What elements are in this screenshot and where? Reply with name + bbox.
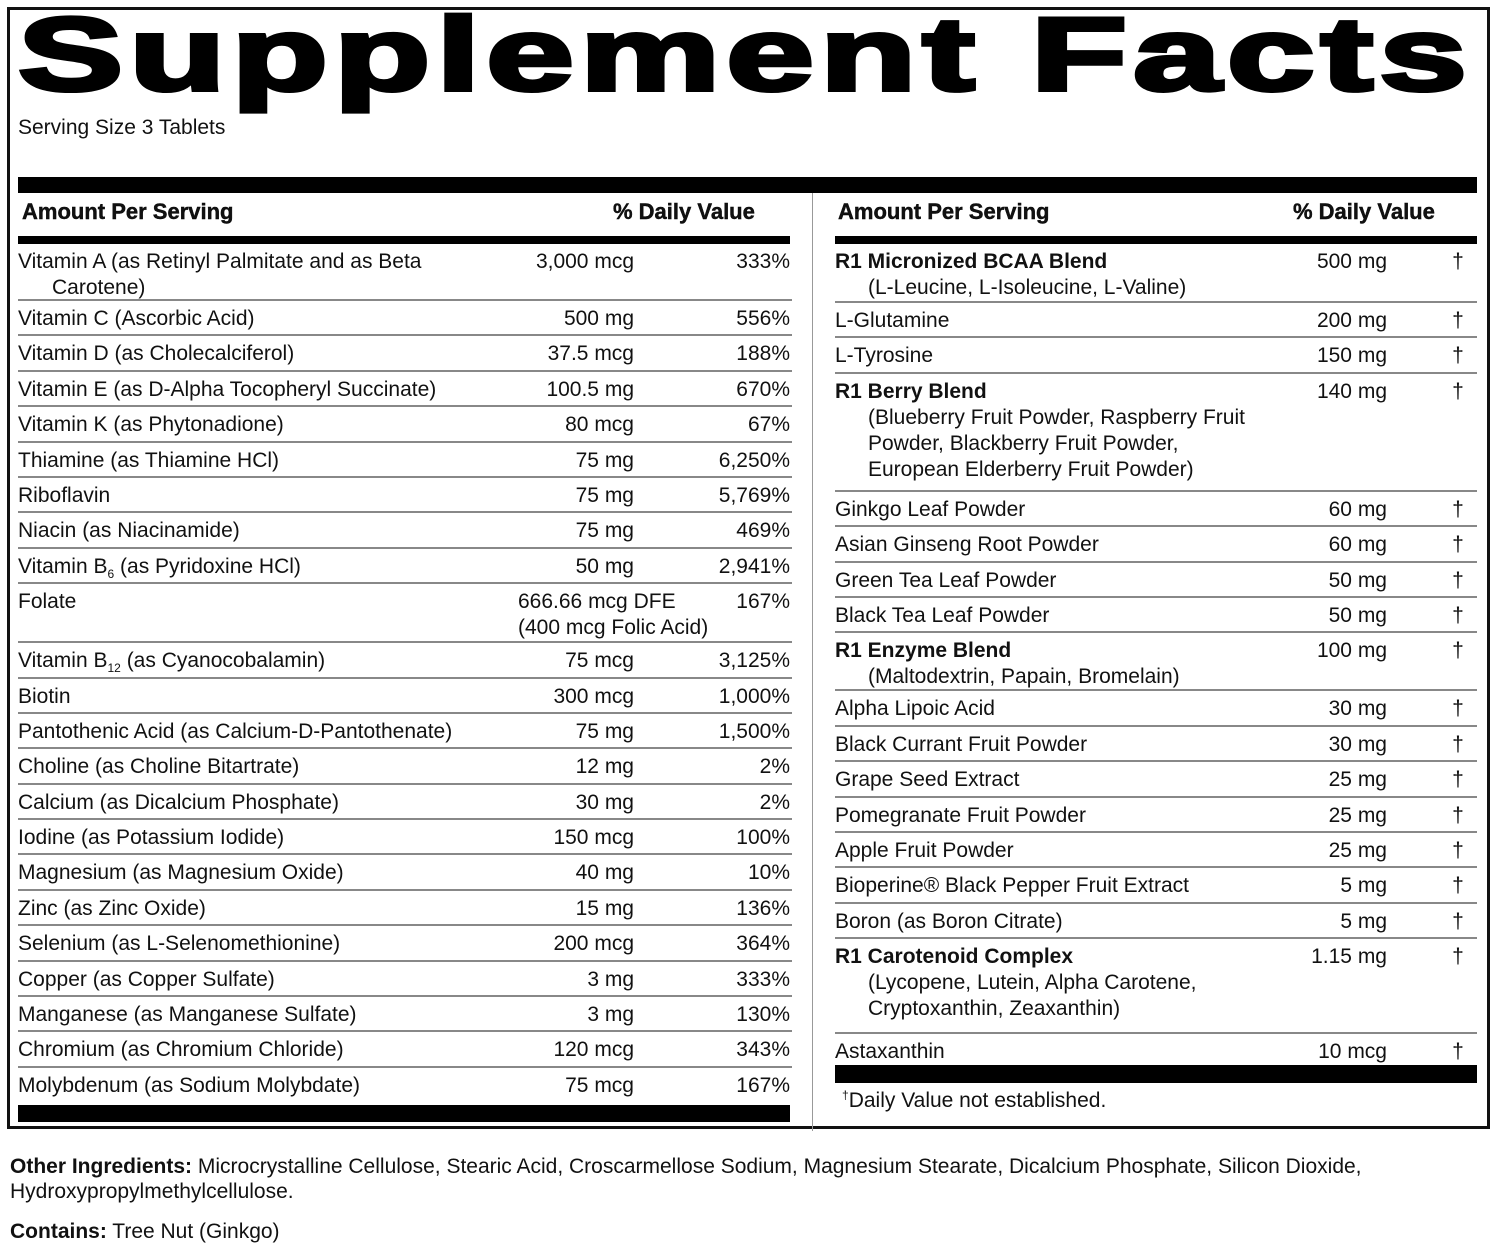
ingredient-amount: 150 mg bbox=[1316, 344, 1387, 368]
nutrient-row bbox=[18, 714, 792, 749]
ingredient-amount: 10 mcg bbox=[1318, 1040, 1387, 1064]
nutrient-name bbox=[18, 412, 518, 440]
nutrient-daily-value: 3,125% bbox=[718, 649, 790, 673]
daily-value-dagger: † bbox=[1452, 533, 1464, 557]
daily-value-dagger: † bbox=[1452, 803, 1464, 827]
ingredient-name-text: Black Tea Leaf Powder bbox=[835, 603, 1050, 627]
nutrient-name bbox=[18, 860, 518, 888]
contains-text: Tree Nut (Ginkgo) bbox=[106, 1220, 280, 1243]
daily-value-dagger: † bbox=[1452, 309, 1464, 332]
ingredient-components: Cryptoxanthin, Zeaxanthin) bbox=[868, 997, 1121, 1021]
ingredient-name bbox=[835, 379, 1295, 490]
ingredient-amount: 60 mg bbox=[1328, 497, 1387, 521]
nutrient-name bbox=[18, 1002, 518, 1030]
allergen-statement bbox=[10, 1219, 1480, 1244]
daily-value-dagger: † bbox=[1452, 603, 1464, 627]
nutrient-row bbox=[18, 855, 792, 890]
ingredient-name-text: Pomegranate Fruit Powder bbox=[835, 803, 1086, 827]
nutrient-name-text: Vitamin K (as Phytonadione) bbox=[18, 413, 284, 437]
nutrient-amount bbox=[518, 589, 709, 641]
nutrient-row bbox=[18, 549, 792, 584]
nutrient-subscript: 6 bbox=[107, 566, 115, 581]
nutrient-amount-line: 666.66 mcg DFE bbox=[518, 590, 676, 614]
nutrient-row bbox=[18, 749, 792, 784]
nutrient-name bbox=[18, 249, 518, 299]
ingredient-amount: 30 mg bbox=[1328, 732, 1387, 756]
nutrient-amount: 15 mg bbox=[575, 896, 634, 920]
nutrient-daily-value: 6,250% bbox=[718, 448, 790, 472]
nutrient-amount: 40 mg bbox=[575, 861, 634, 885]
nutrient-name-text: Vitamin E (as D-Alpha Tocopheryl Succinate) bbox=[18, 377, 437, 401]
ingredient-components: European Elderberry Fruit Powder) bbox=[868, 457, 1194, 481]
ingredient-name bbox=[835, 532, 1295, 560]
nutrient-name-text: Choline (as Choline Bitartrate) bbox=[18, 755, 300, 779]
ingredient-name-text: Astaxanthin bbox=[835, 1040, 945, 1064]
other-ingredients bbox=[10, 1154, 1480, 1204]
nutrient-daily-value: 556% bbox=[736, 307, 790, 330]
ingredient-name-text: Black Currant Fruit Powder bbox=[835, 732, 1088, 756]
nutrient-name bbox=[18, 967, 518, 995]
ingredient-components: (Maltodextrin, Papain, Bromelain) bbox=[868, 665, 1180, 689]
nutrient-amount: 150 mcg bbox=[553, 826, 634, 850]
ingredient-amount: 100 mg bbox=[1316, 639, 1387, 663]
nutrient-name bbox=[18, 1037, 518, 1065]
column-divider bbox=[812, 193, 813, 1131]
ingredient-amount: 5 mg bbox=[1340, 909, 1387, 933]
other-ingredients-text: Microcrystalline Cellulose, Stearic Acid, Croscarmellose Sodium, Magnesium Stearate, Dicalcium Phosphate, Silicon Dioxide, Hydroxypropylmethylcellulose. bbox=[10, 1155, 1362, 1203]
daily-value-dagger: † bbox=[1452, 568, 1464, 592]
ingredient-amount: 60 mg bbox=[1328, 533, 1387, 557]
ingredient-row bbox=[835, 904, 1477, 939]
nutrient-name bbox=[18, 518, 518, 546]
nutrient-row bbox=[18, 820, 792, 855]
nutrient-name-text: Niacin (as Niacinamide) bbox=[18, 519, 240, 543]
nutrient-amount: 500 mg bbox=[563, 307, 634, 330]
nutrient-amount: 3 mg bbox=[587, 1003, 634, 1027]
nutrient-daily-value: 1,500% bbox=[718, 719, 790, 743]
nutrient-amount: 75 mcg bbox=[565, 1073, 634, 1097]
ingredient-row bbox=[835, 691, 1477, 726]
nutrient-name-text: Magnesium (as Magnesium Oxide) bbox=[18, 861, 344, 885]
daily-value-dagger: † bbox=[1452, 838, 1464, 862]
nutrient-daily-value: 167% bbox=[736, 1073, 790, 1097]
nutrient-row bbox=[18, 679, 792, 714]
ingredient-name bbox=[835, 944, 1295, 1032]
nutrient-daily-value: 100% bbox=[736, 826, 790, 850]
ingredient-name-text: Boron (as Boron Citrate) bbox=[835, 909, 1063, 933]
ingredient-name bbox=[835, 249, 1295, 301]
nutrient-name bbox=[18, 790, 518, 818]
ingredient-name bbox=[835, 603, 1295, 631]
nutrient-name bbox=[18, 589, 518, 641]
nutrient-amount: 300 mcg bbox=[553, 684, 634, 708]
nutrient-daily-value: 364% bbox=[736, 932, 790, 956]
ingredient-name bbox=[835, 767, 1295, 795]
ingredient-name-text: Grape Seed Extract bbox=[835, 768, 1020, 792]
serving-size: Serving Size 3 Tablets bbox=[18, 116, 226, 139]
ingredient-row bbox=[835, 727, 1477, 762]
blends-list bbox=[835, 244, 1477, 1069]
nutrient-amount: 120 mcg bbox=[553, 1038, 634, 1062]
nutrient-daily-value: 10% bbox=[747, 861, 790, 885]
nutrient-name-rest: (as Cyanocobalamin) bbox=[120, 649, 326, 673]
nutrient-daily-value: 1,000% bbox=[718, 684, 790, 708]
nutrient-daily-value: 333% bbox=[736, 967, 790, 991]
ingredient-name-text: Bioperine® Black Pepper Fruit Extract bbox=[835, 874, 1189, 898]
panel-title: Supplement Facts bbox=[18, 0, 1473, 113]
nutrient-daily-value: 343% bbox=[736, 1038, 790, 1062]
ingredient-amount: 200 mg bbox=[1316, 309, 1387, 332]
ingredient-name bbox=[835, 696, 1295, 724]
nutrient-row bbox=[18, 962, 792, 997]
nutrient-daily-value: 188% bbox=[736, 342, 790, 366]
ingredient-row bbox=[835, 563, 1477, 598]
ingredient-name bbox=[835, 568, 1295, 596]
ingredient-name-text: R1 Enzyme Blend bbox=[835, 639, 1012, 663]
nutrient-name-text: Chromium (as Chromium Chloride) bbox=[18, 1038, 344, 1062]
ingredient-name bbox=[835, 803, 1295, 831]
nutrient-name-text: Molybdenum (as Sodium Molybdate) bbox=[18, 1073, 360, 1097]
nutrient-amount: 3,000 mcg bbox=[535, 250, 634, 273]
ingredient-amount: 30 mg bbox=[1328, 697, 1387, 721]
nutrient-name-text: Zinc (as Zinc Oxide) bbox=[18, 896, 206, 920]
nutrient-name bbox=[18, 896, 518, 924]
nutrient-amount: 12 mg bbox=[575, 755, 634, 779]
ingredient-components: (Blueberry Fruit Powder, Raspberry Fruit bbox=[868, 405, 1245, 429]
ingredient-row bbox=[835, 303, 1477, 338]
ingredient-name bbox=[835, 909, 1295, 937]
ingredient-components: Powder, Blackberry Fruit Powder, bbox=[868, 431, 1179, 455]
nutrient-name bbox=[18, 448, 518, 476]
ingredient-amount: 500 mg bbox=[1316, 250, 1387, 273]
ingredient-amount: 1.15 mg bbox=[1311, 945, 1387, 969]
ingredient-row bbox=[835, 338, 1477, 373]
nutrient-name-text: Iodine (as Potassium Iodide) bbox=[18, 826, 285, 850]
nutrient-row bbox=[18, 643, 792, 678]
nutrient-amount: 200 mcg bbox=[553, 932, 634, 956]
right-header-bar bbox=[835, 236, 1477, 244]
daily-value-dagger: † bbox=[1452, 1040, 1464, 1064]
nutrient-name-text: Vitamin B bbox=[18, 554, 108, 578]
nutrient-name-text: Folate bbox=[18, 590, 77, 614]
right-bottom-bar bbox=[835, 1065, 1477, 1083]
other-ingredients-label: Other Ingredients: bbox=[10, 1155, 193, 1178]
ingredient-amount: 50 mg bbox=[1328, 568, 1387, 592]
nutrient-daily-value: 2,941% bbox=[718, 554, 790, 578]
nutrient-row bbox=[18, 336, 792, 371]
daily-value-dagger: † bbox=[1452, 697, 1464, 721]
nutrient-row bbox=[18, 443, 792, 478]
nutrient-amount-line: (400 mcg Folic Acid) bbox=[518, 616, 709, 640]
nutrient-name-text: Vitamin D (as Cholecalciferol) bbox=[18, 342, 295, 366]
nutrient-name bbox=[18, 1073, 518, 1103]
nutrient-name bbox=[18, 554, 518, 582]
ingredient-name bbox=[835, 497, 1295, 525]
ingredient-components: (L-Leucine, L-Isoleucine, L-Valine) bbox=[868, 276, 1187, 299]
ingredient-row bbox=[835, 939, 1477, 1034]
ingredient-name-text: R1 Micronized BCAA Blend bbox=[835, 250, 1108, 273]
nutrient-row bbox=[18, 244, 792, 301]
nutrient-name-rest: (as Pyridoxine HCl) bbox=[114, 554, 301, 578]
ingredient-name bbox=[835, 343, 1295, 371]
nutrient-daily-value: 5,769% bbox=[718, 483, 790, 507]
ingredient-amount: 50 mg bbox=[1328, 603, 1387, 627]
ingredient-row bbox=[835, 527, 1477, 562]
nutrient-name-text: Selenium (as L-Selenomethionine) bbox=[18, 932, 341, 956]
nutrient-amount: 50 mg bbox=[575, 554, 634, 578]
ingredient-name bbox=[835, 308, 1295, 336]
ingredient-row bbox=[835, 244, 1477, 303]
ingredient-name bbox=[835, 638, 1295, 689]
ingredient-amount: 25 mg bbox=[1328, 838, 1387, 862]
nutrient-daily-value: 333% bbox=[736, 250, 790, 273]
ingredient-name-text: Ginkgo Leaf Powder bbox=[835, 497, 1026, 521]
daily-value-dagger: † bbox=[1452, 732, 1464, 756]
nutrient-daily-value: 469% bbox=[736, 519, 790, 543]
daily-value-dagger: † bbox=[1452, 768, 1464, 792]
nutrient-name bbox=[18, 483, 518, 511]
nutrient-amount: 80 mcg bbox=[565, 413, 634, 437]
ingredient-name bbox=[835, 873, 1295, 901]
daily-value-dagger: † bbox=[1452, 874, 1464, 898]
ingredient-amount: 25 mg bbox=[1328, 768, 1387, 792]
nutrient-name bbox=[18, 377, 518, 405]
daily-value-dagger: † bbox=[1452, 909, 1464, 933]
contains-label: Contains: bbox=[10, 1220, 107, 1243]
left-header-daily-value: % Daily Value bbox=[613, 199, 755, 224]
nutrient-name-text: Riboflavin bbox=[18, 483, 111, 507]
ingredient-row bbox=[835, 833, 1477, 868]
nutrient-name-text: Vitamin C (Ascorbic Acid) bbox=[18, 307, 255, 330]
ingredient-name-text: Apple Fruit Powder bbox=[835, 838, 1014, 862]
nutrient-name bbox=[18, 684, 518, 712]
nutrient-name-text: Manganese (as Manganese Sulfate) bbox=[18, 1003, 357, 1027]
nutrient-row bbox=[18, 407, 792, 442]
nutrient-name bbox=[18, 825, 518, 853]
ingredient-amount: 5 mg bbox=[1340, 874, 1387, 898]
ingredient-amount: 140 mg bbox=[1316, 379, 1387, 403]
nutrient-name-text: Copper (as Copper Sulfate) bbox=[18, 967, 275, 991]
nutrient-daily-value: 136% bbox=[736, 896, 790, 920]
nutrient-row bbox=[18, 891, 792, 926]
ingredient-row bbox=[835, 868, 1477, 903]
nutrient-row bbox=[18, 997, 792, 1032]
ingredient-name bbox=[835, 838, 1295, 866]
nutrient-row bbox=[18, 926, 792, 961]
nutrient-name-text: Thiamine (as Thiamine HCl) bbox=[18, 448, 280, 472]
ingredient-amount: 25 mg bbox=[1328, 803, 1387, 827]
nutrient-name-text: Vitamin B bbox=[18, 649, 108, 673]
ingredient-name bbox=[835, 732, 1295, 760]
ingredient-name-text: L-Tyrosine bbox=[835, 344, 934, 368]
dagger-mark: † bbox=[842, 1088, 849, 1102]
nutrient-amount: 30 mg bbox=[575, 790, 634, 814]
ingredient-name-text: Green Tea Leaf Powder bbox=[835, 568, 1057, 592]
right-header-daily-value: % Daily Value bbox=[1293, 199, 1435, 224]
ingredient-components: (Lycopene, Lutein, Alpha Carotene, bbox=[868, 971, 1197, 995]
nutrient-name-text: Calcium (as Dicalcium Phosphate) bbox=[18, 790, 339, 814]
nutrient-name-text: Pantothenic Acid (as Calcium-D-Pantothenate) bbox=[18, 719, 453, 743]
nutrient-name bbox=[18, 648, 518, 676]
top-divider-bar bbox=[18, 177, 1477, 193]
ingredient-name-text: R1 Berry Blend bbox=[835, 379, 987, 403]
daily-value-dagger: † bbox=[1452, 344, 1464, 368]
left-header-amount: Amount Per Serving bbox=[22, 199, 234, 224]
ingredient-row bbox=[835, 374, 1477, 492]
footnote-text: Daily Value not established. bbox=[848, 1089, 1107, 1112]
footnote bbox=[842, 1088, 1106, 1113]
nutrient-row bbox=[18, 584, 792, 643]
nutrient-daily-value: 130% bbox=[736, 1003, 790, 1027]
nutrient-row bbox=[18, 478, 792, 513]
nutrient-amount: 75 mg bbox=[575, 448, 634, 472]
nutrient-row bbox=[18, 513, 792, 548]
ingredient-name-text: L-Glutamine bbox=[835, 309, 950, 332]
daily-value-dagger: † bbox=[1452, 639, 1464, 663]
nutrient-row bbox=[18, 785, 792, 820]
nutrient-amount: 37.5 mcg bbox=[547, 342, 634, 366]
nutrient-daily-value: 167% bbox=[736, 590, 790, 614]
daily-value-dagger: † bbox=[1452, 497, 1464, 521]
nutrient-row bbox=[18, 1068, 792, 1103]
ingredient-name-text: Alpha Lipoic Acid bbox=[835, 697, 995, 721]
nutrient-name-text: Vitamin A (as Retinyl Palmitate and as Beta Carotene) bbox=[18, 250, 422, 299]
nutrient-daily-value: 2% bbox=[759, 790, 790, 814]
daily-value-dagger: † bbox=[1452, 379, 1464, 403]
nutrient-daily-value: 670% bbox=[736, 377, 790, 401]
ingredient-row bbox=[835, 598, 1477, 633]
ingredient-row bbox=[835, 762, 1477, 797]
nutrient-subscript: 12 bbox=[107, 661, 121, 676]
nutrient-row bbox=[18, 301, 792, 336]
ingredient-row bbox=[835, 798, 1477, 833]
nutrient-name bbox=[18, 719, 518, 747]
daily-value-dagger: † bbox=[1452, 945, 1464, 969]
right-header-amount: Amount Per Serving bbox=[838, 199, 1050, 224]
nutrient-name bbox=[18, 341, 518, 369]
ingredient-row bbox=[835, 633, 1477, 691]
ingredient-name-text: Asian Ginseng Root Powder bbox=[835, 533, 1099, 557]
left-bottom-bar bbox=[18, 1105, 790, 1122]
ingredient-name-text: R1 Carotenoid Complex bbox=[835, 945, 1074, 969]
nutrient-row bbox=[18, 1032, 792, 1067]
nutrient-amount: 75 mg bbox=[575, 483, 634, 507]
left-header-bar bbox=[18, 236, 790, 244]
nutrient-row bbox=[18, 372, 792, 407]
nutrient-daily-value: 67% bbox=[747, 413, 790, 437]
nutrient-name bbox=[18, 754, 518, 782]
daily-value-dagger: † bbox=[1452, 250, 1464, 273]
nutrient-amount: 75 mg bbox=[575, 719, 634, 743]
nutrient-name-text: Biotin bbox=[18, 684, 71, 708]
nutrient-name bbox=[18, 931, 518, 959]
nutrient-amount: 75 mg bbox=[575, 519, 634, 543]
nutrient-amount: 100.5 mg bbox=[546, 377, 634, 401]
nutrient-amount: 75 mcg bbox=[565, 649, 634, 673]
vitamins-mineral-list bbox=[18, 244, 792, 1103]
nutrient-daily-value: 2% bbox=[759, 755, 790, 779]
ingredient-row bbox=[835, 492, 1477, 527]
nutrient-amount: 3 mg bbox=[587, 967, 634, 991]
nutrient-name bbox=[18, 306, 518, 334]
